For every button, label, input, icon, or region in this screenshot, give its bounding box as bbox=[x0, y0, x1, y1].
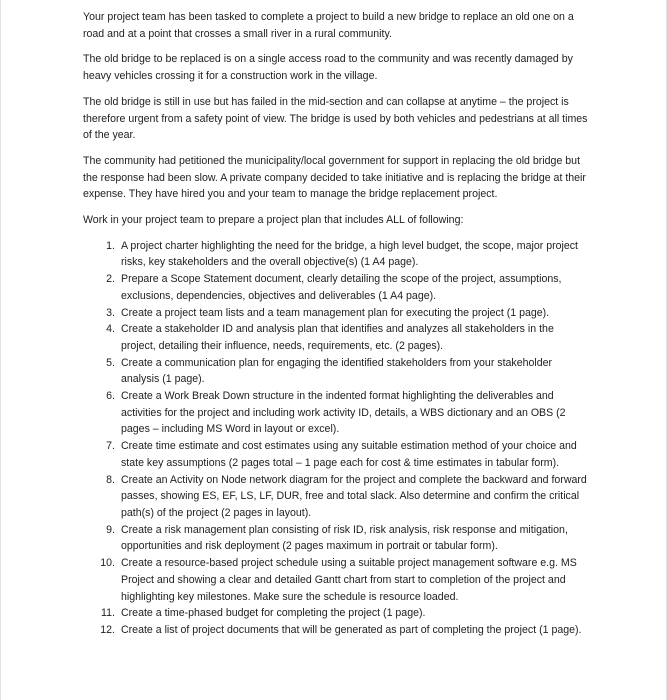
list-item-text: Prepare a Scope Statement document, clearly detailing the scope of the project, assumptions, exclusions, dependencies, objectives and deliverables (1 A4 page). bbox=[121, 273, 562, 302]
list-number: 5. bbox=[106, 356, 115, 369]
task-list bbox=[83, 238, 591, 639]
list-number: 7. bbox=[106, 440, 115, 453]
list-item bbox=[83, 388, 591, 438]
list-number: 6. bbox=[106, 390, 115, 403]
paragraph-project-overview: Your project team has been tasked to complete a project to build a new bridge to replace an old one on a road and at a point that crosses a small river in a rural community. bbox=[83, 11, 574, 40]
list-item bbox=[83, 438, 591, 471]
list-item-text: Create a Work Break Down structure in the indented format highlighting the deliverables and activities for the project and including work activity ID, details, a WBS dictionary and an OBS (2 pages – including MS Word in layout or excel). bbox=[121, 390, 566, 436]
list-item bbox=[83, 555, 591, 605]
paragraph-bridge-damage: The old bridge to be replaced is on a single access road to the community and was recently damaged by heavy vehicles crossing it for a construction work in the village. bbox=[83, 53, 573, 83]
list-number: 11. bbox=[101, 607, 115, 620]
list-item-text: Create a communication plan for engaging the identified stakeholders from your stakeholder analysis (1 page). bbox=[121, 356, 553, 386]
list-item-text: Create a stakeholder ID and analysis plan that identifies and analyzes all stakeholders in the project, detailing their influence, needs, requirements, etc. (2 pages). bbox=[121, 323, 554, 352]
list-item-text: Create time estimate and cost estimates using any suitable estimation method of your choice and state key assumptions (2 pages total – 1 page each for cost & time estimates in tabular form). bbox=[121, 440, 577, 469]
list-item-text: Create a time-phased budget for completing the project (1 page). bbox=[121, 607, 426, 620]
task-list-intro: Work in your project team to prepare a project plan that includes ALL of following: bbox=[83, 214, 464, 227]
list-item bbox=[83, 522, 591, 555]
list-number: 3. bbox=[106, 306, 115, 319]
list-number: 8. bbox=[106, 473, 115, 486]
document-body bbox=[83, 9, 591, 639]
list-item bbox=[83, 238, 591, 271]
list-item-text: Create an Activity on Node network diagram for the project and complete the backward and forward passes, showing ES, EF, LS, LF, DUR, free and total slack. Also determine and confirm the critical path(s) of the project (2 pages in layout). bbox=[121, 473, 587, 519]
list-number: 12. bbox=[100, 623, 115, 636]
list-item bbox=[83, 321, 591, 354]
list-item-text: Create a project team lists and a team management plan for executing the project (1 page). bbox=[121, 306, 550, 319]
list-item bbox=[83, 305, 591, 322]
list-item-text: Create a resource-based project schedule using a suitable project management software e.g. MS Project and showing a clear and detailed Gantt chart from start to completion of the project and highlighting key milestones. Make sure the schedule is resource loaded. bbox=[121, 557, 577, 603]
list-number: 1. bbox=[106, 239, 115, 252]
list-item bbox=[83, 355, 591, 388]
list-item bbox=[83, 271, 591, 304]
list-number: 4. bbox=[106, 323, 115, 336]
list-item-text: Create a list of project documents that will be generated as part of completing the project (1 page). bbox=[121, 623, 582, 636]
list-item bbox=[83, 605, 591, 622]
paragraph-urgency: The old bridge is still in use but has failed in the mid-section and can collapse at anytime – the project is therefore urgent from a safety point of view. The bridge is used by both vehicles and pedestrians at all times of the year. bbox=[83, 95, 588, 142]
list-item-text: A project charter highlighting the need for the bridge, a high level budget, the scope, major project risks, key stakeholders and the overall objective(s) (1 A4 page). bbox=[121, 239, 578, 269]
list-item-text: Create a risk management plan consisting of risk ID, risk analysis, risk response and mitigation, opportunities and risk deployment (2 pages maximum in portrait or tabular form). bbox=[121, 523, 568, 553]
list-number: 10. bbox=[100, 557, 115, 570]
list-number: 2. bbox=[106, 273, 115, 286]
list-number: 9. bbox=[106, 523, 115, 536]
list-item bbox=[83, 472, 591, 522]
paragraph-sponsor: The community had petitioned the municipality/local government for support in replacing the old bridge but the response had been slow. A private company decided to take initiative and is replacing the bridge at their expense. They have hired you and your team to manage the bridge replacement project. bbox=[83, 154, 586, 201]
list-item bbox=[83, 622, 591, 639]
